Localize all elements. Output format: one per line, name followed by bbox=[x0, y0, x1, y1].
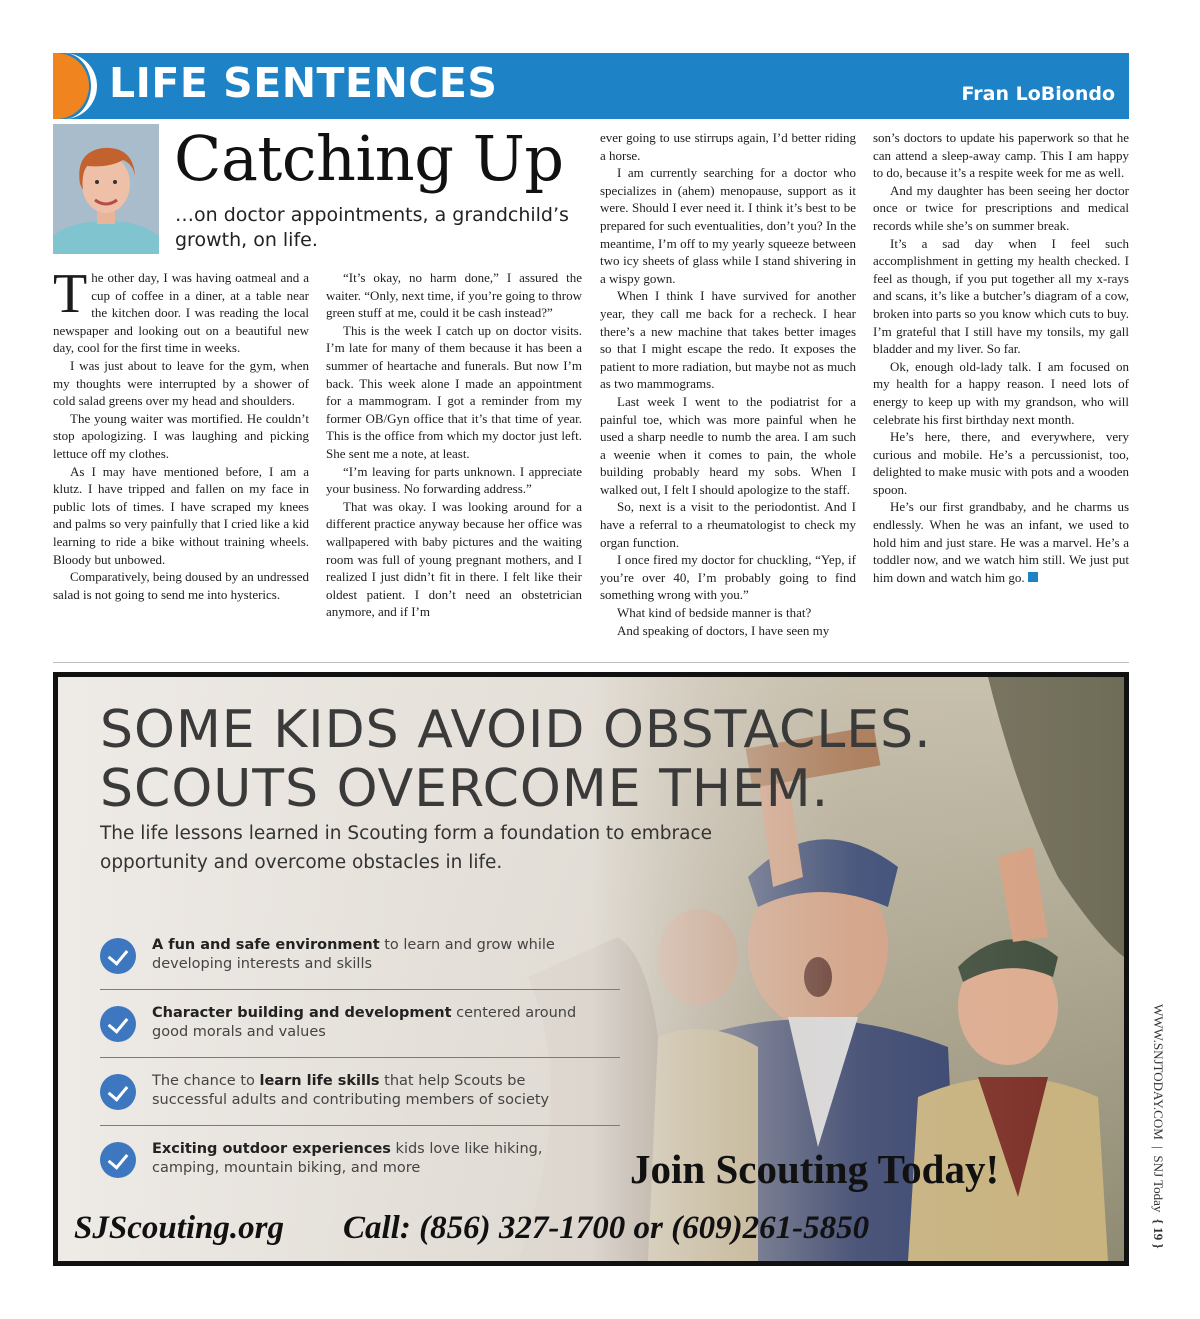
list-item bbox=[100, 990, 620, 1058]
paragraph: And speaking of doctors, I have seen my bbox=[617, 622, 830, 638]
section-title: LIFE SENTENCES bbox=[109, 59, 498, 107]
list-item-text: The chance to learn life skills that help Scouts be successful adults and contributing members of society bbox=[152, 1073, 550, 1108]
banner-divider bbox=[53, 53, 97, 119]
list-item-text: Character building and development centered around good morals and values bbox=[152, 1005, 577, 1040]
article-column-4 bbox=[873, 129, 1129, 586]
divider-rule bbox=[53, 662, 1129, 663]
paragraph: He’s here, there, and everywhere, very curious and mobile. He’s a percussionist, too, delighted to make music with pots and a wooden spoon. bbox=[873, 429, 1129, 497]
paragraph: The other day, I was having oatmeal and a cup of coffee in a diner, at a table near the kitchen door. I was reading the local newspaper and looking out on a beautiful new day, cool for the first time in weeks. bbox=[53, 263, 309, 356]
footer-separator: | bbox=[1151, 1146, 1166, 1149]
paragraph: I once fired my doctor for chuckling, “Yep, if you’re over 40, I’m probably going to find something wrong with you.” bbox=[600, 552, 856, 603]
paragraph: Ok, enough old-lady talk. I am focused on my health for a happy reason. I need lots of energy to keep up with my grandson, who will celebrate his first birthday next month. bbox=[873, 358, 1129, 427]
checkmark-icon bbox=[100, 1006, 136, 1042]
paragraph: The young waiter was mortified. He couldn’t stop apologizing. I was laughing and picking lettuce off my clothes. bbox=[53, 410, 309, 461]
list-item bbox=[100, 922, 620, 990]
author-photo bbox=[53, 124, 159, 254]
phone-numbers: Call: (856) 327-1700 or (609)261-5850 bbox=[343, 1210, 870, 1246]
article-column-3 bbox=[600, 129, 856, 639]
paragraph: “It’s okay, no harm done,” I assured the waiter. “Only, next time, if you’re going to throw green stuff at me, could it be cash instead?” bbox=[326, 270, 582, 321]
join-call-to-action: Join Scouting Today! bbox=[630, 1146, 1000, 1192]
paragraph: It’s a sad day when I feel such accomplishment in getting my health checked. I feel as though, if you put together all my x-rays and scans, it’s like a butcher’s diagram of a cow, broken into parts so you know which cuts to buy. I’m grateful that I still have my tonsils, my gall bladder and my liver. So far. bbox=[873, 235, 1129, 357]
paragraph: son’s doctors to update his paperwork so that he can attend a sleep-away camp. This I am happy to do, because it’s a respite week for me as well. bbox=[873, 130, 1129, 181]
list-item bbox=[100, 1058, 620, 1126]
paragraph: As I may have mentioned before, I am a klutz. I have tripped and fallen on my face in public lots of times. I have scraped my knees and palms so very painfully that I cried like a kid learning to ride a bike without training wheels. Bloody but unbowed. bbox=[53, 463, 309, 567]
section-banner bbox=[53, 53, 1129, 119]
paragraph: I am currently searching for a doctor who specializes in (ahem) menopause, support as it were. Should I ever need it. I think it’s best to be prepared for such eventualities, don’t you? In the meantime, I’m off to my yearly squeeze between two icy sheets of glass while I stand shivering in a wispy gown. bbox=[600, 165, 856, 286]
paragraph: What kind of bedside manner is that? bbox=[617, 605, 812, 621]
website-link[interactable]: SJScouting.org bbox=[74, 1210, 284, 1246]
paragraph: And my daughter has been seeing her doctor once or twice for prescriptions and medical records while she’s on summer break. bbox=[873, 182, 1129, 233]
list-item-text: A fun and safe environment to learn and grow while developing interests and skills bbox=[152, 937, 555, 972]
page-footer bbox=[1146, 1004, 1166, 1266]
scouting-advertisement bbox=[53, 672, 1129, 1266]
ad-headline: SOME KIDS AVOID OBSTACLES. SCOUTS OVERCOME THEM. bbox=[100, 700, 932, 819]
paragraph: He’s our first grandbaby, and he charms us endlessly. When he was an infant, we used to hold him and just stare. He was a marvel. He’s a toddler now, and we watch him still. We just put him down and watch him go. bbox=[873, 499, 1129, 585]
list-item-text: Exciting outdoor experiences kids love like hiking, camping, mountain biking, and more bbox=[152, 1141, 543, 1176]
list-item bbox=[100, 1126, 620, 1194]
headline: Catching Up bbox=[174, 122, 564, 195]
page-number: { 19 } bbox=[1151, 1218, 1166, 1249]
article-column-2 bbox=[326, 269, 582, 621]
checkmark-icon bbox=[100, 1074, 136, 1110]
paragraph: “I’m leaving for parts unknown. I appreciate your business. No forwarding address.” bbox=[326, 463, 582, 497]
benefits-list bbox=[100, 922, 620, 1194]
paragraph: Last week I went to the podiatrist for a painful toe, which was more painful when he used a sharp needle to numb the area. I am such a weenie when it comes to pain, the whole building probably heard my sobs. When I walked out, I felt I should apologize to the staff. bbox=[600, 393, 856, 497]
paragraph: Comparatively, being doused by an undressed salad is not going to send me into hysterics. bbox=[53, 569, 309, 602]
paragraph: I was just about to leave for the gym, when my thoughts were interrupted by a shower of cold salad greens over my head and shoulders. bbox=[53, 357, 309, 409]
paragraph: When I think I have survived for another year, they call me back for a recheck. I hear there’s a new machine that takes better images so that I might escape the redo. It exposes the patient to more radiation, but maybe not as much as two mammograms. bbox=[600, 288, 856, 392]
paragraph: So, next is a visit to the periodontist. And I have a referral to a rheumatologist to check my organ function. bbox=[600, 499, 856, 550]
drop-cap: T bbox=[53, 263, 88, 325]
paragraph: This is the week I catch up on doctor visits. I’m late for many of them because it has been a summer of heartache and funerals. But now I’m back. This week alone I made an appointment for a mammogram. I got a reminder from my former OB/Gyn office that it’s that time of year. This is the office from which my doctor just left. She sent me a note, at least. bbox=[326, 322, 582, 461]
deck: …on doctor appointments, a grandchild’s growth, on life. bbox=[175, 204, 569, 251]
author-name: Fran LoBiondo bbox=[961, 83, 1115, 105]
ad-subhead: The life lessons learned in Scouting form a foundation to embrace opportunity and overcome obstacles in life. bbox=[100, 823, 713, 873]
article-column-1 bbox=[53, 263, 309, 603]
end-mark-icon bbox=[1028, 572, 1038, 582]
checkmark-icon bbox=[100, 938, 136, 974]
footer-site: WWW.SNJTODAY.COM bbox=[1151, 1004, 1166, 1140]
paragraph: That was okay. I was looking around for a different practice anyway because her office was wallpapered with baby pictures and the waiting room was full of young pregnant mothers, and I realized I just didn’t fit in there. I felt like their oldest patient. I don’t need an obstetrician anymore, and if I’m bbox=[326, 498, 582, 620]
footer-publication: SNJ Today bbox=[1151, 1155, 1166, 1213]
paragraph: ever going to use stirrups again, I’d better riding a horse. bbox=[600, 130, 856, 163]
checkmark-icon bbox=[100, 1142, 136, 1178]
